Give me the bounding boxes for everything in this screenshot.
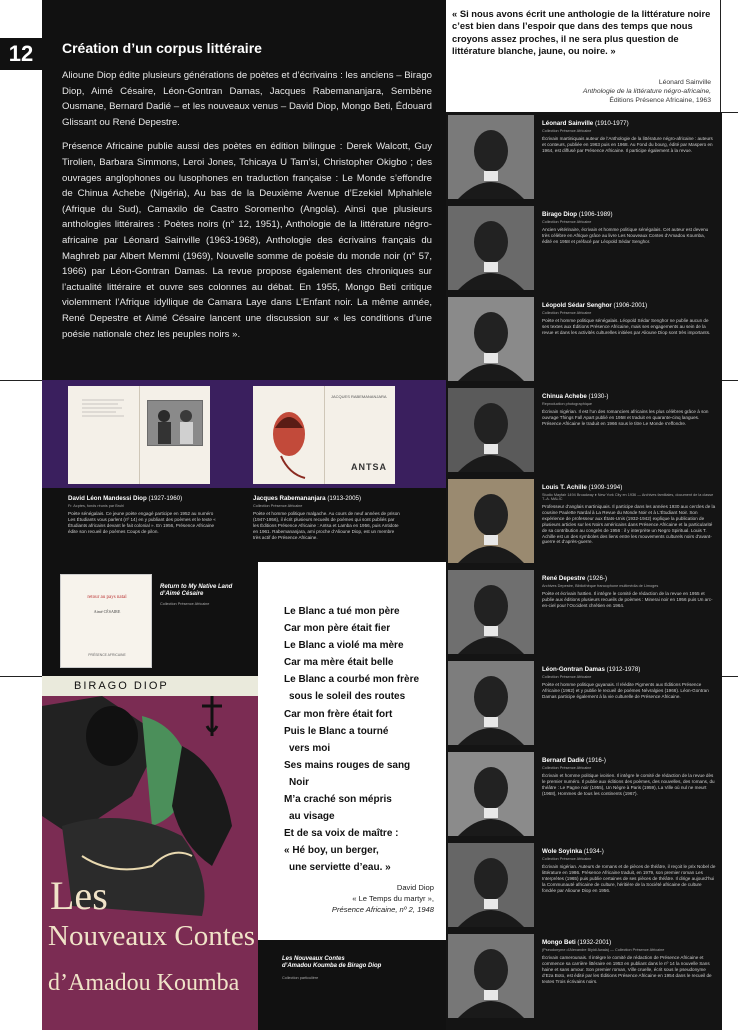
book-cover-retour (60, 574, 152, 668)
portrait-photo (448, 388, 534, 472)
person-name: Léonard Sainville (542, 120, 594, 127)
poem-line: sous le soleil des routes (289, 691, 406, 703)
poem-line: M’a craché son mépris (284, 794, 392, 806)
person-name: René Depestre (542, 575, 586, 582)
portrait-entry (446, 931, 722, 1021)
intro-panel (42, 0, 446, 380)
poem-line: « Hé boy, un berger, (284, 845, 379, 857)
retour-caption (160, 584, 254, 606)
book-title: retour au pays natal (87, 595, 127, 600)
portrait-photo (448, 479, 534, 563)
poem-line: Et de sa voix de maître : (284, 828, 399, 840)
person-name: Wole Soyinka (542, 848, 583, 855)
portraits-column (446, 112, 722, 1030)
portrait-entry (446, 840, 722, 930)
person-credit: Collection Présence Africaine (542, 766, 592, 770)
quote-source: Anthologie de la littérature négro-africaine, (582, 88, 711, 95)
caption-name: David Léon Mandessi Diop (68, 495, 147, 502)
caption-name: Jacques Rabemananjara (253, 495, 326, 502)
page-title: Création d’un corpus littéraire (62, 40, 262, 56)
person-bio: Écrivain camerounais. Il intègre le comité de rédaction de Présence Africaine et commence sa carrière littéraire en 1953 en publiant dans le nº 14 la nouvelle Sans haine et sans amour. Son premier roman, Ville cruelle, écrit sous le pseudonyme d’Eza Boto, est édité par les Éditions Présence Africaine en 1954 dans le recueil de textes Trois écrivains noirs. (542, 955, 712, 984)
person-credit: Collection Présence Africaine (542, 675, 592, 679)
document-diop-book (68, 386, 210, 484)
book-author-label: JACQUES RABEMANANJARA (331, 394, 387, 399)
person-bio: Poète et écrivain haïtien. Il intègre le comité de rédaction de la revue en 1955 et publie aux éditions plusieurs recueils de poèmes : Minerai noir en 1956 puis Un arc-en-ciel pour l’Occident chrétien en 1964. (542, 591, 713, 608)
nc-title-2: d’Amadou Koumba de Birago Diop (282, 963, 382, 970)
poem-line: Noir (289, 776, 309, 788)
portrait-entry (446, 658, 722, 748)
poem-line: Le Blanc a courbé mon frère (284, 674, 420, 686)
poem-line: Ses mains rouges de sang (284, 759, 411, 771)
grid-line (720, 112, 738, 113)
nc-credit: Collection particulière (282, 975, 319, 980)
quote-attribution (583, 78, 711, 105)
page-number: 12 (0, 38, 42, 70)
person-dates: (1926-) (587, 575, 608, 582)
person-credit: (Pseudonyme d’Alexandre Biyidi Awala) — Collection Présence Africaine (542, 948, 665, 952)
portrait-photo (448, 752, 534, 836)
person-dates: (1909-1994) (588, 484, 623, 491)
intro-paragraph-2: Présence Africaine publie aussi des poètes en édition bilingue : Derek Walcott, Guy Tirolien, Barbara Simmons, Leroi Jones, Tchicaya U Tam’si, Christopher Okigbo ; des ouvrages anglophones ou lusophones en traduction française : Le Monde s’effondre de Chinua Achebe (Nigéria), Au bas de la Deuxième Avenue d’Ezekiel Mphahlele (Afrique du Sud), Camaxilo de Castro Soromenho (Angola). Ainsi que plusieurs anthologies littéraires : Poètes noirs (n° 12, 1951), Anthologie de la littérature négro-africaine par Léonard Sainville (1963-1968), Anthologie des écrivains français du Maghreb par Albert Memmi (1969), Nouvelle somme de poésie du monde noir (n° 57, 1966) par Léon-Gontran Damas. La revue propose également des chroniques sur l’actualité littéraire et ouvre ses colonnes au débat. En 1955, Mongo Beti critique violemment l’Afrique idyllique de Camara Laye dans L’Enfant noir. La même année, René Depestre et Aimé Césaire lancent une discussion sur « les conditions d’une poésie nationale chez les peuples noirs ». (62, 141, 432, 340)
person-bio: Ancien vétérinaire, écrivain et homme politique sénégalais. Cet auteur est devenu très célèbre en Afrique grâce au livre Les Nouveaux Contes d’Amadou Koumba, édité en 1958 et préfacé par Léopold Sédar Senghor. (542, 227, 709, 244)
poem-line: Le Blanc a violé ma mère (284, 640, 404, 652)
person-bio: Écrivain et homme politique ivoirien. Il intègre le comité de rédaction de la revue dès le premier numéro. Il publie aux éditions des poèmes, des nouvelles, des romans, du théâtre : Le Pagne noir (1955), Un Nègre à Paris (1959), La Ville où nul ne meurt (1968), Hommes de tous les continents (1967). (542, 773, 715, 796)
grid-line (0, 676, 42, 677)
portrait-entry (446, 294, 722, 384)
caption-rabemananjara (253, 495, 401, 541)
quote-text: « Si nous avons écrit une anthologie de la littérature noire c’est bien dans l’espoir que dans des temps que nous croyons assez proches, il ne sera plus question de littérature blanche, jaune, ou noire. » (452, 8, 711, 57)
grid-line (0, 380, 42, 381)
poem-line: Le Blanc a tué mon père (284, 606, 400, 617)
portrait-entry (446, 385, 722, 475)
person-credit: Collection Présence Africaine (542, 220, 592, 224)
book-cover-nouveaux-contes (42, 676, 258, 1030)
poem-line: Puis le Blanc a tourné (284, 725, 389, 737)
person-name: Chinua Achebe (542, 393, 587, 400)
person-dates: (1910-1977) (594, 120, 629, 127)
caption-bio: Poète sénégalais. Ce jeune poète engagé participe en 1952 au numéro Les Étudiants vous parlent (nº 14) en y publiant des poèmes et le texte « Étudiants africains devant le fait colonial ». En 1956, Présence Africaine édite son recueil de poèmes Coups de pilon. (68, 511, 216, 534)
person-name: Birago Diop (542, 211, 578, 218)
nouveaux-contes-caption (258, 940, 446, 1030)
portrait-photo (448, 661, 534, 745)
portrait-entry (446, 476, 722, 566)
portrait-entry (446, 567, 722, 657)
person-dates: (1934-) (583, 848, 604, 855)
person-bio: Écrivain nigérian. Il est l’un des romanciers africains les plus célèbres grâce à son ouvrage Things Fall Apart publié en 1958 et traduit en quarante-cinq langues. Présence Africaine le traduit en 1966 sous le titre Le Monde s’effondre. (542, 409, 709, 426)
quote-author: Léonard Sainville (658, 79, 711, 86)
caption-dates: (1927-1960) (148, 495, 183, 502)
caption-dates: (1913-2005) (327, 495, 362, 502)
poem-line: Car ma mère était belle (284, 657, 394, 669)
book-publisher: PRÉSENCE AFRICAINE (88, 653, 126, 657)
portrait-entry (446, 203, 722, 293)
quote-publisher: Éditions Présence Africaine, 1963 (609, 97, 711, 104)
person-credit: Collection Présence Africaine (542, 857, 592, 861)
poem-line: au visage (289, 811, 335, 823)
portrait-entry (446, 112, 722, 202)
poem-line: vers moi (289, 742, 331, 754)
person-dates: (1930-) (588, 393, 609, 400)
cover-title-2: Nouveaux Contes (48, 920, 255, 952)
person-bio: Écrivain nigérian. Auteurs de romans et de pièces de théâtre, il reçoit le prix Nobel de littérature en 1986. Présence Africaine traduit, en 1979, son premier roman Les Interprètes (1965) puis publie certaines de ses pièces de théâtre. Il dirige aujourd’hui la Communauté africaine de culture, héritière de la Société africaine de culture fondée par Alioune Diop en 1956. (542, 864, 716, 893)
cover-title-3: d’Amadou Koumba (48, 970, 240, 996)
caption-credit: Collection Présence Africaine (253, 504, 303, 508)
person-name: Léon-Gontran Damas (542, 666, 605, 673)
person-credit: Reproduction photographique (542, 402, 593, 406)
portrait-photo (448, 206, 534, 290)
person-dates: (1906-2001) (613, 302, 648, 309)
portrait-photo (448, 570, 534, 654)
person-dates: (1932-2001) (577, 939, 612, 946)
retour-title-1: Return to My Native Land (160, 584, 233, 590)
retour-title-2: d’Aimé Césaire (160, 591, 204, 598)
quote-block (452, 8, 717, 112)
poem-line: une serviette d’eau. » (289, 862, 391, 874)
person-credit: Collection Présence Africaine (542, 311, 592, 315)
nc-title-1: Les Nouveaux Contes (282, 956, 345, 962)
caption-david-diop (68, 495, 216, 535)
book-author: Aimé CÉSAIRE (93, 609, 121, 614)
cover-title-1: Les (50, 873, 108, 918)
intro-paragraph-1: Alioune Diop édite plusieurs générations de poètes et d’écrivains : les anciens – Birago Diop, Aimé Césaire, Léon-Gontran Damas, Jacques Rabemananjara, Sembène Ousmane, Bernard Dadié – et les nouveaux venus – David Diop, Mongo Beti, Édouard Glissant ou René Depestre. (62, 70, 432, 128)
person-credit: Archives Depestre, Bibliothèque francophone multimédia de Limoges (542, 584, 659, 588)
person-dates: (1906-1989) (578, 211, 613, 218)
document-rabemananjara-book (253, 386, 395, 484)
portrait-photo (448, 843, 534, 927)
poem-line: Car mon père était fier (284, 623, 391, 635)
person-name: Léopold Sédar Senghor (542, 302, 612, 309)
person-name: Louis T. Achille (542, 484, 587, 491)
person-dates: (1916-) (586, 757, 606, 764)
poem-publication: Présence Africaine, nº 2, 1948 (331, 905, 434, 914)
person-bio: Professeur d’anglais martiniquais. Il participe dans les années 1930 aux cercles de la cousine Paulette Nardal à La Revue du Monde Noir et à L’Étudiant Noir. Son expérience de professeur aux États-Unis (1932-1942) explique la publication de plusieurs articles sur les Noirs américains dans Présence Africaine et la particularité de sa contribution au congrès de 1956 : il y interprète un Negro Spiritual. Louis T. Achille est un des symboles des liens entre les mouvements culturels noirs d’avant-guerre et d’après-guerre. (542, 504, 716, 545)
portrait-photo (448, 115, 534, 199)
poem-author: David Diop (396, 883, 434, 892)
cover-author: BIRAGO DIOP (74, 680, 169, 692)
caption-bio: Poète et homme politique malgache. Au cours de neuf années de prison (1947-1956), il écrit plusieurs recueils de poèmes qui sont publiés par les Éditions Présence Africaine : Antsa et Lamba en 1956, puis Antidote en 1961. Rabemananjara, ami proche d’Alioune Diop, est un membre très actif de Présence Africaine. (253, 511, 400, 540)
poem-source (284, 882, 434, 915)
grid-line (720, 380, 738, 381)
portrait-photo (448, 297, 534, 381)
grid-line (720, 676, 738, 677)
person-bio: Écrivain martiniquais auteur de l’Anthologie de la littérature négro-africaine : auteurs et conteurs, publiée en 1963 puis en 1968. Au Fond du bourg, édité par Maspero en 1964, est diffusé par Présence Africaine. Il participe également à la revue. (542, 136, 713, 153)
person-bio: Poète et homme politique guyanais. Il réédite Pigments aux Éditions Présence Africaine (1962) et y publie le recueil de poèmes Névralgies (1966). Léon-Gontran Damas participe également à la vie culturelle de Présence Africaine. (542, 682, 709, 699)
portrait-photo (448, 934, 534, 1018)
person-name: Bernard Dadié (542, 757, 585, 764)
person-dates: (1912-1978) (606, 666, 641, 673)
book-title-antsa: ANTSA (351, 462, 387, 472)
poem-work: « Le Temps du martyr », (352, 894, 434, 903)
person-bio: Poète et homme politique sénégalais. Léopold Sédar Senghor ne publie aucun de ses textes aux Éditions Présence Africaine, mais ses engagements au sein de la revue et dans les activités culturelles initiées par Alioune Diop sont très importants. (542, 318, 711, 335)
caption-credit: Fr. Acptes, fonds réunis par Bruhl (68, 504, 125, 508)
person-name: Mongo Beti (542, 939, 576, 946)
poem-block (258, 562, 446, 940)
retour-credit: Collection Présence Africaine (160, 601, 210, 606)
person-credit: Collection Présence Africaine (542, 129, 592, 133)
person-credit: Studio Mayfair 1494 Broadway ♦ New York City en 1936 — Archives familiales, document de la classe T.-A. MALIC (542, 493, 714, 501)
poem-line: Car mon frère était fort (284, 708, 393, 720)
portrait-entry (446, 749, 722, 839)
